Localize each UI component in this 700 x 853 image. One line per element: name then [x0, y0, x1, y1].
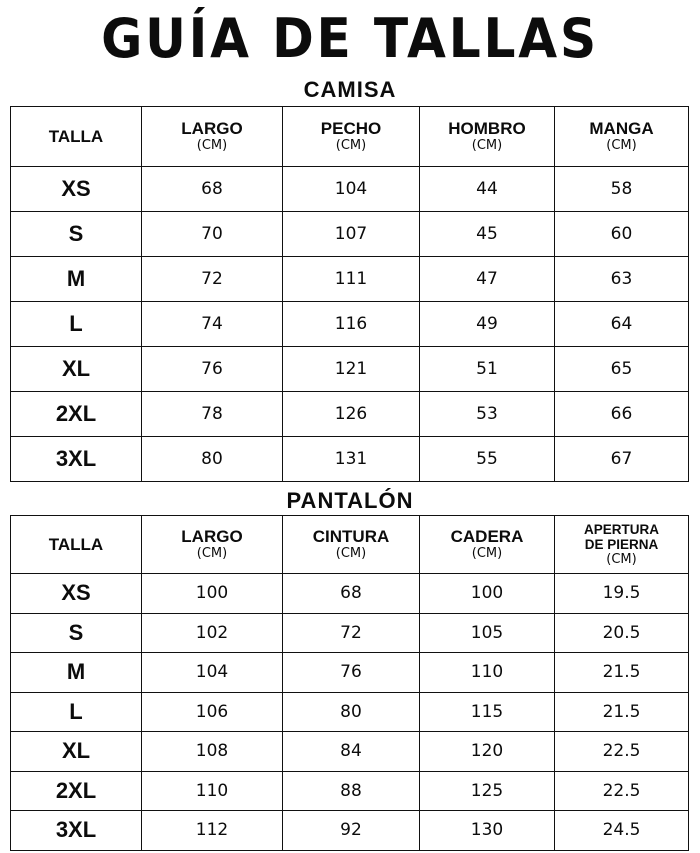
value-cell: 68 — [142, 167, 283, 212]
table-row — [11, 437, 689, 482]
value-cell: 53 — [420, 392, 555, 437]
shirt-section-title: CAMISA — [303, 77, 397, 102]
value-cell: 72 — [142, 257, 283, 302]
value-cell: 111 — [283, 257, 420, 302]
value-cell: 74 — [142, 302, 283, 347]
value-cell: 66 — [555, 392, 689, 437]
table-row — [11, 212, 689, 257]
size-cell: L — [11, 302, 142, 347]
header-cell — [283, 107, 420, 167]
table-row — [11, 302, 689, 347]
header-cell — [555, 516, 689, 574]
value-cell: 45 — [420, 212, 555, 257]
size-cell: 3XL — [11, 811, 142, 851]
size-cell: XS — [11, 167, 142, 212]
size-cell: M — [11, 257, 142, 302]
pants-section-title: PANTALÓN — [286, 488, 414, 513]
table-row — [11, 347, 689, 392]
value-cell: 104 — [142, 653, 283, 693]
value-cell: 102 — [142, 613, 283, 653]
size-cell: 2XL — [11, 771, 142, 811]
header-unit: (CM) — [335, 546, 367, 561]
value-cell: 107 — [283, 212, 420, 257]
value-cell: 80 — [142, 437, 283, 482]
header-label: TALLA — [48, 535, 104, 554]
value-cell: 76 — [283, 653, 420, 693]
header-cell — [420, 516, 555, 574]
header-cell — [11, 516, 142, 574]
value-cell: 110 — [142, 771, 283, 811]
value-cell: 60 — [555, 212, 689, 257]
header-unit: (CM) — [606, 551, 637, 567]
header-cell — [420, 107, 555, 167]
pants-size-table — [10, 515, 689, 851]
value-cell: 126 — [283, 392, 420, 437]
header-unit: (CM) — [471, 138, 503, 153]
value-cell: 47 — [420, 257, 555, 302]
size-cell: XS — [11, 574, 142, 614]
value-cell: 58 — [555, 167, 689, 212]
header-label: LARGO — [181, 527, 243, 546]
table-row — [11, 732, 689, 772]
size-cell: XL — [11, 347, 142, 392]
header-label: MANGA — [589, 119, 654, 138]
value-cell: 115 — [420, 692, 555, 732]
value-cell: 67 — [555, 437, 689, 482]
header-cell — [11, 107, 142, 167]
table-row — [11, 167, 689, 212]
table-row — [11, 653, 689, 693]
value-cell: 80 — [283, 692, 420, 732]
value-cell: 130 — [420, 811, 555, 851]
value-cell: 78 — [142, 392, 283, 437]
value-cell: 100 — [142, 574, 283, 614]
value-cell: 106 — [142, 692, 283, 732]
value-cell: 92 — [283, 811, 420, 851]
size-cell: 2XL — [11, 392, 142, 437]
table-row — [11, 574, 689, 614]
header-label: TALLA — [48, 127, 104, 146]
shirt-size-table — [10, 106, 689, 482]
value-cell: 108 — [142, 732, 283, 772]
value-cell: 116 — [283, 302, 420, 347]
value-cell: 76 — [142, 347, 283, 392]
size-cell: L — [11, 692, 142, 732]
header-unit: (CM) — [196, 546, 228, 561]
table-row — [11, 613, 689, 653]
value-cell: 125 — [420, 771, 555, 811]
header-label-line1: APERTURA — [583, 521, 659, 537]
header-label: CINTURA — [312, 527, 390, 546]
value-cell: 63 — [555, 257, 689, 302]
header-label: LARGO — [181, 119, 243, 138]
header-label: PECHO — [320, 119, 382, 138]
size-cell: S — [11, 613, 142, 653]
value-cell: 88 — [283, 771, 420, 811]
value-cell: 104 — [283, 167, 420, 212]
value-cell: 121 — [283, 347, 420, 392]
value-cell: 70 — [142, 212, 283, 257]
value-cell: 49 — [420, 302, 555, 347]
table-row — [11, 257, 689, 302]
value-cell: 51 — [420, 347, 555, 392]
header-unit: (CM) — [335, 138, 367, 153]
table-row — [11, 392, 689, 437]
value-cell: 68 — [283, 574, 420, 614]
value-cell: 131 — [283, 437, 420, 482]
value-cell: 120 — [420, 732, 555, 772]
value-cell: 21.5 — [555, 653, 689, 693]
header-label: HOMBRO — [448, 119, 526, 138]
value-cell: 20.5 — [555, 613, 689, 653]
size-cell: S — [11, 212, 142, 257]
header-unit: (CM) — [196, 138, 228, 153]
header-cell — [142, 516, 283, 574]
value-cell: 55 — [420, 437, 555, 482]
header-label: CADERA — [450, 527, 524, 546]
value-cell: 105 — [420, 613, 555, 653]
table-header-row — [11, 107, 689, 167]
value-cell: 84 — [283, 732, 420, 772]
header-cell — [555, 107, 689, 167]
header-unit: (CM) — [471, 546, 503, 561]
value-cell: 21.5 — [555, 692, 689, 732]
table-row — [11, 771, 689, 811]
size-cell: XL — [11, 732, 142, 772]
header-label-line2: DE PIERNA — [584, 536, 659, 552]
header-cell — [142, 107, 283, 167]
value-cell: 110 — [420, 653, 555, 693]
size-cell: M — [11, 653, 142, 693]
table-row — [11, 811, 689, 851]
header-cell — [283, 516, 420, 574]
value-cell: 44 — [420, 167, 555, 212]
table-header-row — [11, 516, 689, 574]
value-cell: 65 — [555, 347, 689, 392]
table-row — [11, 692, 689, 732]
value-cell: 22.5 — [555, 732, 689, 772]
value-cell: 19.5 — [555, 574, 689, 614]
value-cell: 22.5 — [555, 771, 689, 811]
header-unit: (CM) — [606, 138, 637, 153]
size-cell: 3XL — [11, 437, 142, 482]
value-cell: 100 — [420, 574, 555, 614]
page-title: GUÍA DE TALLAS — [101, 7, 599, 70]
value-cell: 112 — [142, 811, 283, 851]
value-cell: 72 — [283, 613, 420, 653]
value-cell: 64 — [555, 302, 689, 347]
value-cell: 24.5 — [555, 811, 689, 851]
